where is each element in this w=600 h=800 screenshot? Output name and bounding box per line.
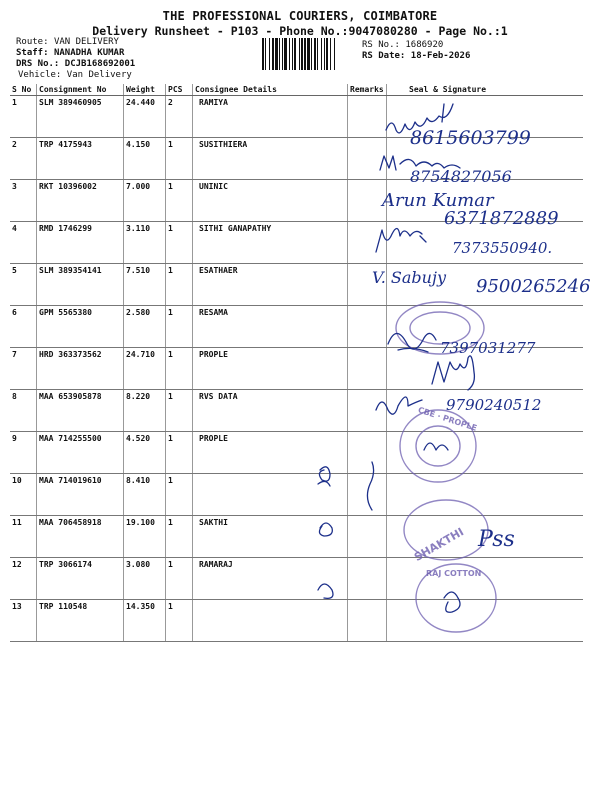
cell-remarks	[348, 348, 387, 390]
stamp-text-9: CBE · PROPLE	[416, 405, 478, 433]
table-row	[10, 432, 583, 474]
table-row	[10, 516, 583, 558]
cell-weight: 4.150	[124, 138, 166, 180]
staff-line	[16, 48, 124, 58]
cell-seal-signature	[387, 348, 584, 390]
table-row	[10, 222, 583, 264]
barcode-bar	[311, 38, 312, 70]
col-weight: Weight	[124, 84, 166, 96]
cell-consignee: RAMARAJ	[193, 558, 348, 600]
barcode-bar	[299, 38, 300, 70]
table-row	[10, 96, 583, 138]
table-row	[10, 264, 583, 306]
table-row	[10, 474, 583, 516]
cell-sno: 2	[10, 138, 37, 180]
col-consignment: Consignment No	[37, 84, 124, 96]
cell-consignee	[193, 474, 348, 516]
handwritten-phone-1: 8615603799	[410, 127, 531, 149]
cell-consignee: SUSITHIERA	[193, 138, 348, 180]
cell-seal-signature	[387, 432, 584, 474]
cell-consignee	[193, 600, 348, 642]
barcode-bar	[330, 38, 331, 70]
cell-consignment: MAA 714019610	[37, 474, 124, 516]
cell-remarks	[348, 516, 387, 558]
cell-pcs: 1	[166, 474, 193, 516]
cell-remarks	[348, 180, 387, 222]
rs-no-value: 1686920	[405, 40, 444, 50]
col-consignee: Consignee Details	[193, 84, 348, 96]
cell-remarks	[348, 96, 387, 138]
barcode-bar	[317, 38, 318, 70]
runsheet-table	[10, 84, 583, 642]
drs-line	[16, 59, 135, 69]
cell-sno: 8	[10, 390, 37, 432]
handwritten-name-5: V. Sabujy	[372, 268, 446, 287]
barcode-bar	[265, 38, 266, 70]
cell-pcs: 2	[166, 96, 193, 138]
staff-label: Staff:	[16, 48, 49, 58]
cell-pcs: 1	[166, 348, 193, 390]
handwritten-sign-11: Pss	[478, 527, 515, 552]
cell-seal-signature	[387, 474, 584, 516]
cell-consignee: PROPLE	[193, 432, 348, 474]
cell-weight: 2.580	[124, 306, 166, 348]
cell-seal-signature	[387, 222, 584, 264]
table-header-row	[10, 84, 583, 96]
vehicle-value: Van Delivery	[66, 70, 132, 80]
cell-sno: 1	[10, 96, 37, 138]
cell-remarks	[348, 306, 387, 348]
stamp-text-11: SHAKTHI	[411, 525, 467, 564]
cell-consignment: MAA 706458918	[37, 516, 124, 558]
barcode-bar	[314, 38, 316, 70]
barcode-bar	[326, 38, 328, 70]
cell-seal-signature	[387, 558, 584, 600]
route-value: VAN DELIVERY	[53, 37, 119, 47]
cell-remarks	[348, 222, 387, 264]
cell-consignee: ESATHAER	[193, 264, 348, 306]
cell-consignee: RESAMA	[193, 306, 348, 348]
vehicle-line	[18, 70, 132, 80]
cell-consignee: PROPLE	[193, 348, 348, 390]
barcode-bar	[269, 38, 270, 70]
barcode-image	[262, 38, 354, 70]
handwritten-phone-8: 9790240512	[446, 396, 542, 414]
barcode-bar	[301, 38, 303, 70]
barcode-bar	[289, 38, 290, 70]
rs-date-line	[362, 51, 470, 61]
cell-consignee: RAMIYA	[193, 96, 348, 138]
cell-pcs: 1	[166, 264, 193, 306]
drs-value: DCJB168692001	[64, 59, 136, 69]
handwritten-phone-7: 7397031277	[440, 339, 536, 357]
cell-weight: 8.220	[124, 390, 166, 432]
rs-date-value: 18-Feb-2026	[410, 51, 471, 61]
cell-remarks	[348, 600, 387, 642]
cell-weight: 24.440	[124, 96, 166, 138]
barcode-bar	[294, 38, 296, 70]
cell-remarks	[348, 390, 387, 432]
barcode-bar	[334, 38, 335, 70]
barcode-bar	[321, 38, 322, 70]
drs-label: DRS No.:	[16, 59, 60, 69]
cell-pcs: 1	[166, 180, 193, 222]
cell-pcs: 1	[166, 516, 193, 558]
cell-sno: 3	[10, 180, 37, 222]
cell-sno: 10	[10, 474, 37, 516]
table-row	[10, 558, 583, 600]
cell-consignment: GPM 5565380	[37, 306, 124, 348]
cell-sno: 12	[10, 558, 37, 600]
stamp-text-12: RAJ COTTON	[426, 569, 482, 578]
rs-no-line	[362, 40, 443, 50]
col-pcs: PCS	[166, 84, 193, 96]
cell-sno: 4	[10, 222, 37, 264]
barcode-bar	[292, 38, 293, 70]
cell-consignment: TRP 110548	[37, 600, 124, 642]
cell-sno: 7	[10, 348, 37, 390]
cell-consignment: SLM 389354141	[37, 264, 124, 306]
cell-sno: 13	[10, 600, 37, 642]
table-row	[10, 600, 583, 642]
cell-seal-signature	[387, 600, 584, 642]
route-line	[16, 37, 119, 47]
table-row	[10, 138, 583, 180]
cell-remarks	[348, 558, 387, 600]
cell-weight: 7.510	[124, 264, 166, 306]
handwritten-phone-4: 7373550940.	[452, 239, 553, 257]
handwritten-phone-5: 9500265246	[476, 276, 591, 297]
company-name: THE PROFESSIONAL COURIERS, COIMBATORE	[162, 9, 438, 23]
barcode-bar	[307, 38, 310, 70]
handwritten-name-3: Arun Kumar	[382, 190, 494, 211]
barcode-bar	[282, 38, 283, 70]
cell-weight: 8.410	[124, 474, 166, 516]
cell-pcs: 1	[166, 432, 193, 474]
table-row	[10, 390, 583, 432]
rs-no-label: RS No.:	[362, 40, 400, 50]
cell-weight: 3.080	[124, 558, 166, 600]
route-label: Route:	[16, 37, 49, 47]
cell-seal-signature	[387, 180, 584, 222]
table-row	[10, 348, 583, 390]
cell-consignment: RMD 1746299	[37, 222, 124, 264]
cell-sno: 9	[10, 432, 37, 474]
cell-consignment: MAA 714255500	[37, 432, 124, 474]
cell-sno: 11	[10, 516, 37, 558]
cell-seal-signature	[387, 96, 584, 138]
cell-seal-signature	[387, 390, 584, 432]
cell-consignment: SLM 389460905	[37, 96, 124, 138]
cell-remarks	[348, 432, 387, 474]
cell-pcs: 1	[166, 138, 193, 180]
cell-consignee: SITHI GANAPATHY	[193, 222, 348, 264]
cell-weight: 3.110	[124, 222, 166, 264]
cell-pcs: 1	[166, 306, 193, 348]
cell-consignee: UNINIC	[193, 180, 348, 222]
col-remarks: Remarks	[348, 84, 387, 96]
cell-consignment: TRP 4175943	[37, 138, 124, 180]
cell-sno: 6	[10, 306, 37, 348]
cell-remarks	[348, 264, 387, 306]
runsheet-title: Delivery Runsheet - P103 - Phone No.:9047080280 - Page No.:1	[92, 24, 508, 38]
cell-pcs: 1	[166, 222, 193, 264]
cell-consignee: RVS DATA	[193, 390, 348, 432]
cell-seal-signature	[387, 516, 584, 558]
cell-consignment: MAA 653905878	[37, 390, 124, 432]
cell-weight: 7.000	[124, 180, 166, 222]
cell-consignment: RKT 10396002	[37, 180, 124, 222]
barcode-bar	[279, 38, 280, 70]
table-row	[10, 180, 583, 222]
col-seal-signature: Seal & Signature	[387, 84, 584, 96]
cell-weight: 4.520	[124, 432, 166, 474]
cell-sno: 5	[10, 264, 37, 306]
cell-consignment: HRD 363373562	[37, 348, 124, 390]
vehicle-label: Vehicle:	[18, 70, 62, 80]
handwritten-phone-3: 6371872889	[444, 208, 559, 229]
barcode-bar	[304, 38, 306, 70]
handwritten-phone-2: 8754827056	[410, 167, 512, 186]
cell-seal-signature	[387, 306, 584, 348]
cell-seal-signature	[387, 138, 584, 180]
barcode-bar	[262, 38, 264, 70]
cell-pcs: 1	[166, 600, 193, 642]
cell-remarks	[348, 138, 387, 180]
cell-consignee: SAKTHI	[193, 516, 348, 558]
cell-pcs: 1	[166, 390, 193, 432]
cell-weight: 19.100	[124, 516, 166, 558]
col-sno: S No	[10, 84, 37, 96]
barcode-bar	[272, 38, 274, 70]
cell-seal-signature	[387, 264, 584, 306]
barcode-bar	[284, 38, 287, 70]
barcode-bar	[275, 38, 278, 70]
cell-weight: 24.710	[124, 348, 166, 390]
cell-pcs: 1	[166, 558, 193, 600]
rs-date-label: RS Date:	[362, 51, 406, 61]
table-row	[10, 306, 583, 348]
cell-remarks	[348, 474, 387, 516]
cell-consignment: TRP 3066174	[37, 558, 124, 600]
staff-value: NANADHA KUMAR	[53, 48, 125, 58]
cell-weight: 14.350	[124, 600, 166, 642]
barcode-bar	[324, 38, 325, 70]
